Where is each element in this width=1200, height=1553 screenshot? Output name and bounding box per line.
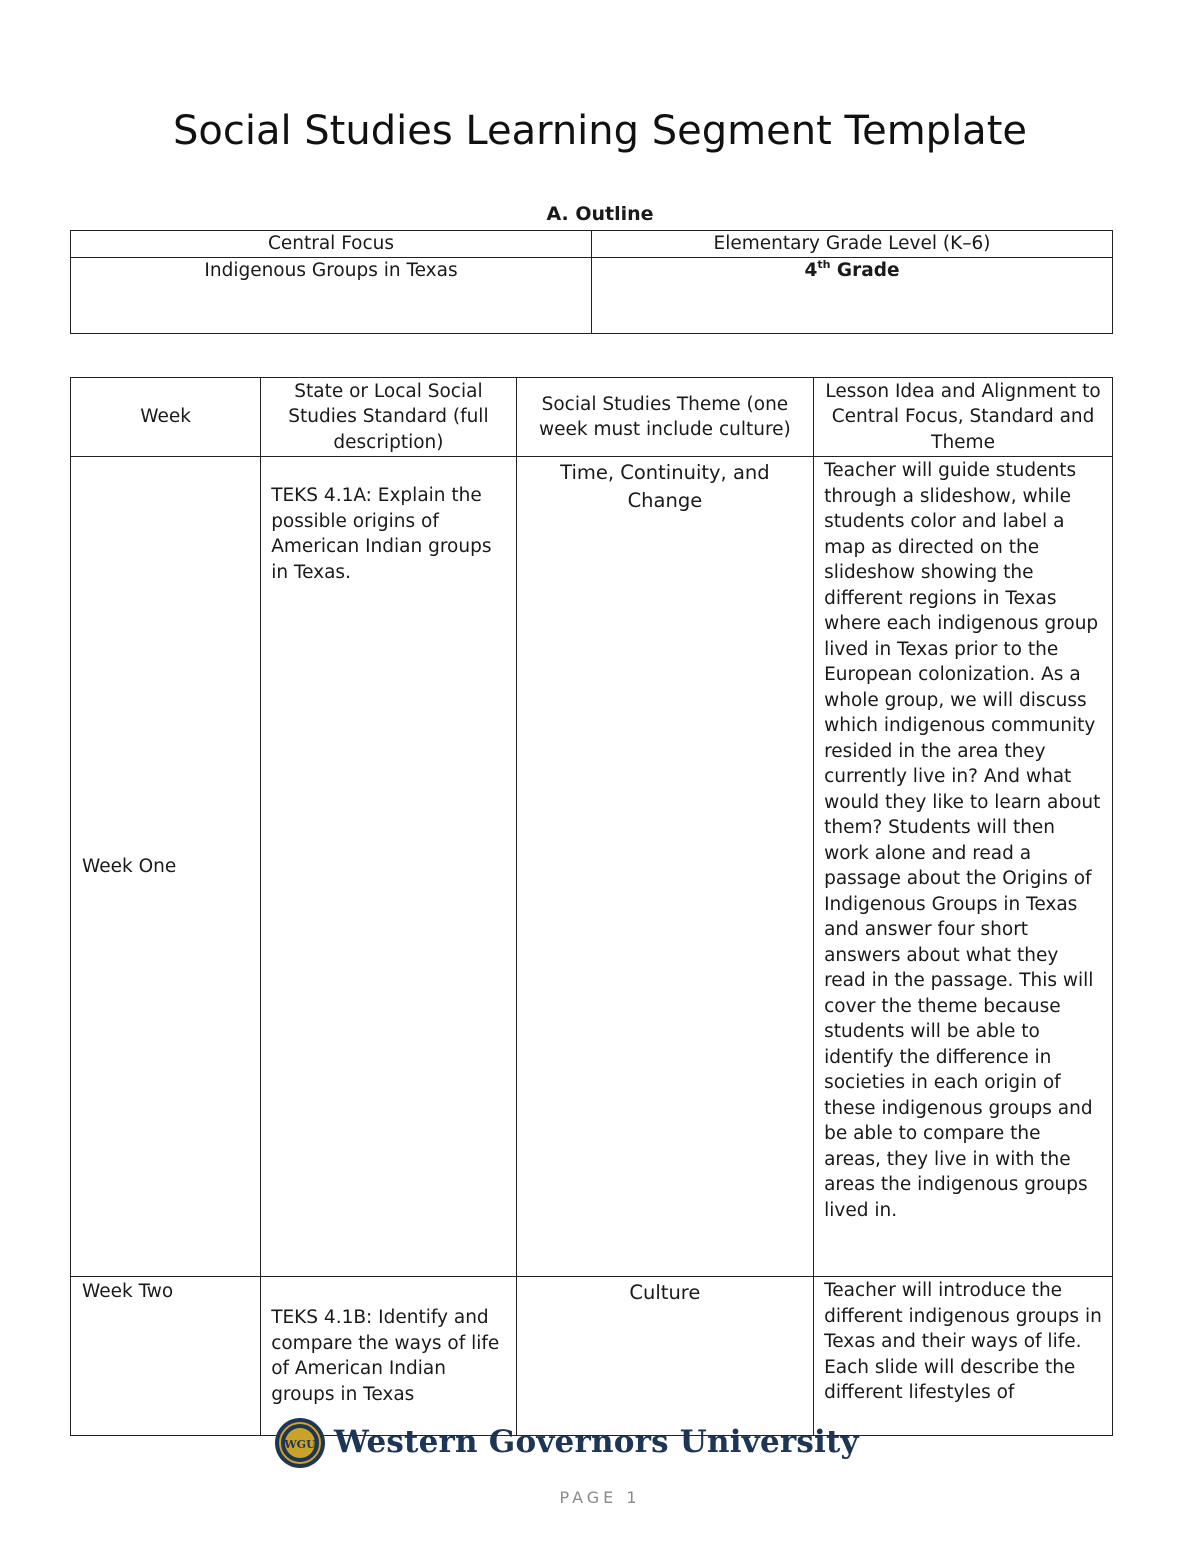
grade-superscript: th	[817, 257, 831, 271]
page-number: PAGE 1	[559, 1488, 641, 1507]
segment-header-row	[71, 378, 1113, 457]
outline-value-row	[71, 257, 1113, 333]
outline-table	[70, 230, 1113, 334]
central-focus-header: Central Focus	[71, 231, 592, 258]
outline-header-row	[71, 231, 1113, 258]
grade-level-value	[592, 257, 1113, 333]
week-header: Week	[71, 378, 261, 457]
lesson-cell: Teacher will guide students through a slideshow, while students color and label a map as directed on the slideshow showing the different regions in Texas where each indigenous group lived in Texas prior to the European colonization. As a whole group, we will discuss which indigenous community resided in the area they currently live in? And what would they like to learn about them? Students will then work alone and read a passage about the Origins of Indigenous Groups in Texas and answer four short answers about what they read in the passage. This will cover the theme because students will be able to identify the difference in societies in each origin of these indigenous groups and be able to compare the areas, they live in with the areas the indigenous groups lived in.	[814, 457, 1113, 1277]
week-cell: Week Two	[71, 1277, 261, 1436]
lesson-cell: Teacher will introduce the different indigenous groups in Texas and their ways of life. Each slide will describe the different lifestyles of	[814, 1277, 1113, 1436]
standard-header: State or Local Social Studies Standard (full description)	[261, 378, 517, 457]
grade-level-header: Elementary Grade Level (K–6)	[592, 231, 1113, 258]
section-heading: A. Outline	[546, 203, 654, 225]
university-seal-icon	[274, 1417, 326, 1469]
week-cell: Week One	[71, 457, 261, 1277]
learning-segment-table	[70, 377, 1113, 1436]
lesson-header: Lesson Idea and Alignment to Central Focus, Standard and Theme	[814, 378, 1113, 457]
grade-number: 4	[804, 259, 818, 281]
theme-header: Social Studies Theme (one week must include culture)	[516, 378, 813, 457]
wgu-logo	[274, 1414, 894, 1472]
standard-cell: TEKS 4.1B: Identify and compare the ways of life of American Indian groups in Texas	[261, 1277, 517, 1436]
table-row	[71, 457, 1113, 1277]
theme-cell: Culture	[516, 1277, 813, 1436]
university-wordmark: Western Governors University	[334, 1424, 859, 1460]
theme-cell: Time, Continuity, and Change	[516, 457, 813, 1277]
grade-word: Grade	[830, 259, 900, 281]
table-row	[71, 1277, 1113, 1436]
seal-text: WGU	[284, 1438, 316, 1451]
standard-cell: TEKS 4.1A: Explain the possible origins of American Indian groups in Texas.	[261, 457, 517, 1277]
document-title: Social Studies Learning Segment Template	[172, 108, 1027, 154]
central-focus-value: Indigenous Groups in Texas	[71, 257, 592, 333]
